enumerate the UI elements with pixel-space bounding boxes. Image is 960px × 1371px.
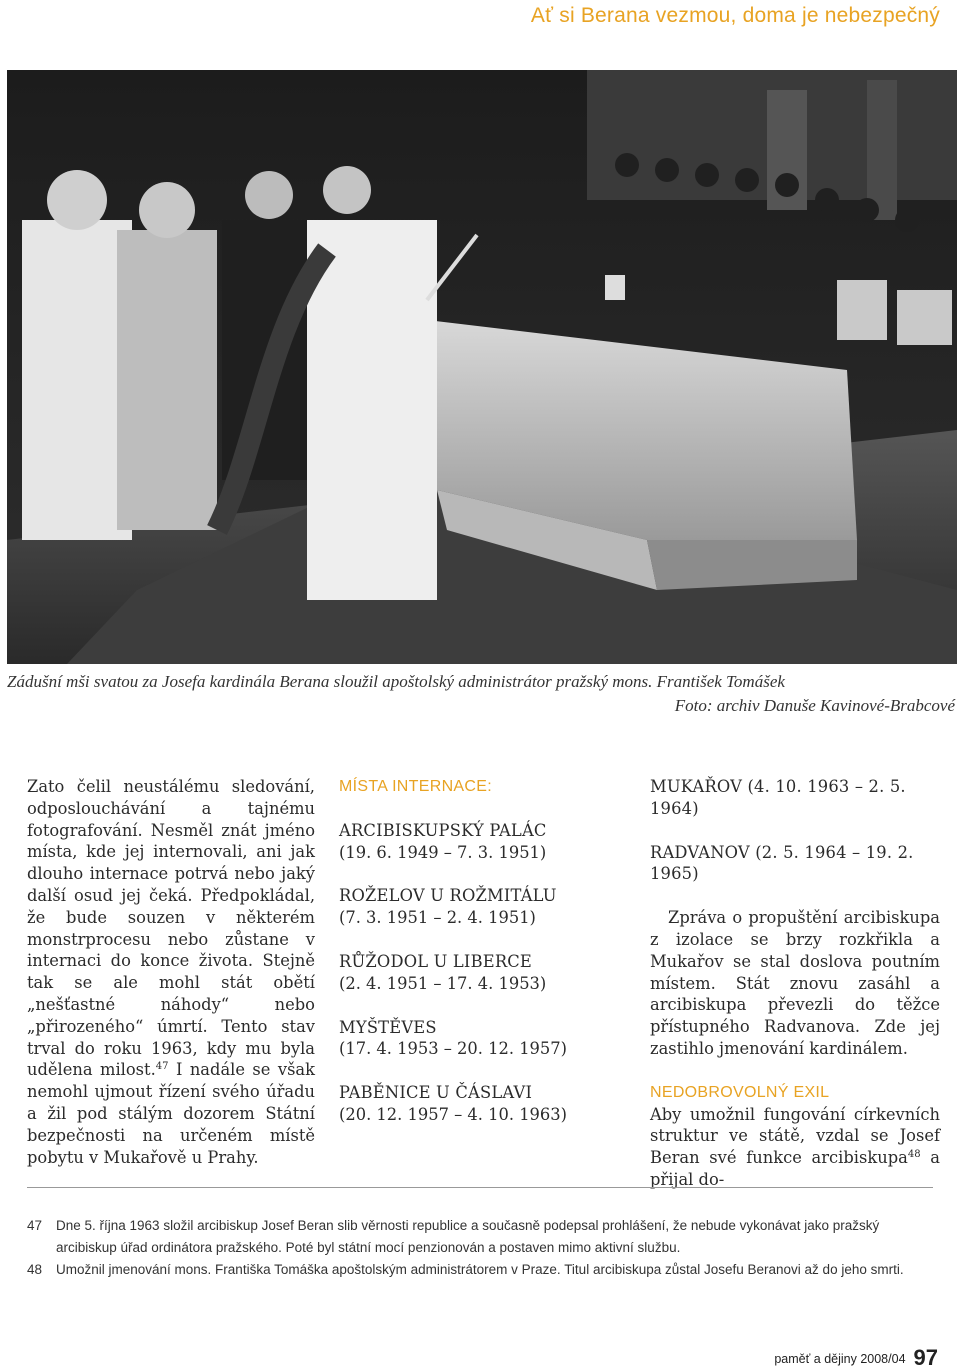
place-name: RŮŽODOL U LIBERCE <box>339 951 533 971</box>
exile-paragraph <box>650 1104 940 1191</box>
place-dates: (2. 4. 1951 – 17. 4. 1953) <box>339 973 547 993</box>
photo-illustration <box>7 70 957 664</box>
article-column-3 <box>650 776 940 1191</box>
article-column-1 <box>27 776 315 1168</box>
footnote-divider <box>27 1187 933 1188</box>
exile-text-a: Aby umožnil fungování církevních struktur ve státě, vzdal se Josef Beran své funkce arcibiskupa <box>650 1104 940 1168</box>
footnote-ref-47[interactable]: 47 <box>155 1061 169 1073</box>
footnote-number: 48 <box>27 1262 43 1277</box>
page-footer <box>774 1345 938 1371</box>
internment-heading: MÍSTA INTERNACE: <box>339 778 492 795</box>
funeral-mass-photo <box>7 70 957 664</box>
place-dates: (19. 6. 1949 – 7. 3. 1951) <box>339 842 547 862</box>
footnote-47 <box>27 1215 937 1258</box>
internment-places-column <box>339 776 609 1126</box>
footnote-text: Umožnil jmenování mons. Františka Tomáška apoštolským administrátorem v Praze. Titul arcibiskupa zůstal Josefu Beranovi až do jeho smrti. <box>56 1262 904 1277</box>
place-name: MYŠTĚVES <box>339 1017 437 1037</box>
photo-credit: Foto: archiv Danuše Kavinové-Brabcové <box>674 696 955 715</box>
photo-caption <box>7 670 955 718</box>
running-title: Ať si Berana vezmou, doma je nebezpečný <box>530 4 940 27</box>
place-dates: (20. 12. 1957 – 4. 10. 1963) <box>339 1104 567 1124</box>
footnote-number: 47 <box>27 1218 43 1233</box>
exile-heading: NEDOBROVOLNÝ EXIL <box>650 1083 830 1101</box>
place-line: RADVANOV (2. 5. 1964 – 19. 2. 1965) <box>650 842 914 884</box>
footnote-text: Dne 5. října 1963 složil arcibiskup Josef Beran slib věrnosti republice a současně podepsal prohlášení, že nebude vykonávat jako pražský arcibiskup úřad ordinátora pražského. Poté byl státní mocí penzionován a postaven mimo aktivní službu. <box>56 1218 880 1255</box>
column1-text-b: I nadále se však nemohl ujmout řízení svého úřadu a žil pod stálým dozorem Státní bezpečnosti na určeném místě pobytu v Mukařově u Prahy. <box>27 1060 316 1167</box>
place-name: ARCIBISKUPSKÝ PALÁC <box>339 820 547 840</box>
caption-text: Zádušní mši svatou za Josefa kardinála Berana sloužil apoštolský administrátor pražský mons. František Tomášek <box>7 672 785 691</box>
place-name: ROŽELOV U ROŽMITÁLU <box>339 886 557 906</box>
place-dates: (17. 4. 1953 – 20. 12. 1957) <box>339 1039 567 1059</box>
place-line: MUKAŘOV (4. 10. 1963 – 2. 5. 1964) <box>650 777 906 818</box>
column1-text-a: Zato čelil neustálému sledování, odposlouchávání a tajnému fotografování. Nesměl znát jméno místa, kde jej internovali, ani jak dlouho internace potrvá nebo jaký další osud jej čeká. Předpokládal, že bude souzen v některém monstrprocesu nebo zůstane v internaci do konce života. Stejně tak se ale mohl stát obětí „nešťastné náhody“ nebo „přirozeného“ úmrtí. Tento stav trval do roku 1963, kdy mu byla udělena milost. <box>27 777 315 1080</box>
footnote-48 <box>27 1259 937 1281</box>
place-name: PABĚNICE U ČÁSLAVI <box>339 1083 533 1103</box>
exile-text-b: a přijal do- <box>650 1148 940 1189</box>
place-dates: (7. 3. 1951 – 2. 4. 1951) <box>339 908 536 928</box>
footnote-ref-48[interactable]: 48 <box>907 1149 921 1161</box>
magazine-name: paměť a dějiny 2008/04 <box>774 1352 906 1366</box>
page-number: 97 <box>913 1345 938 1370</box>
release-paragraph: Zpráva o propuštění arcibiskupa z izolace se brzy rozkřikla a Mukařov se stal doslova poutním místem. Stát znovu zasáhl a arcibiskupa převezli do těžce přístupného Radvanova. Zde jej zastihlo jmenování kardinálem. <box>650 908 940 1058</box>
